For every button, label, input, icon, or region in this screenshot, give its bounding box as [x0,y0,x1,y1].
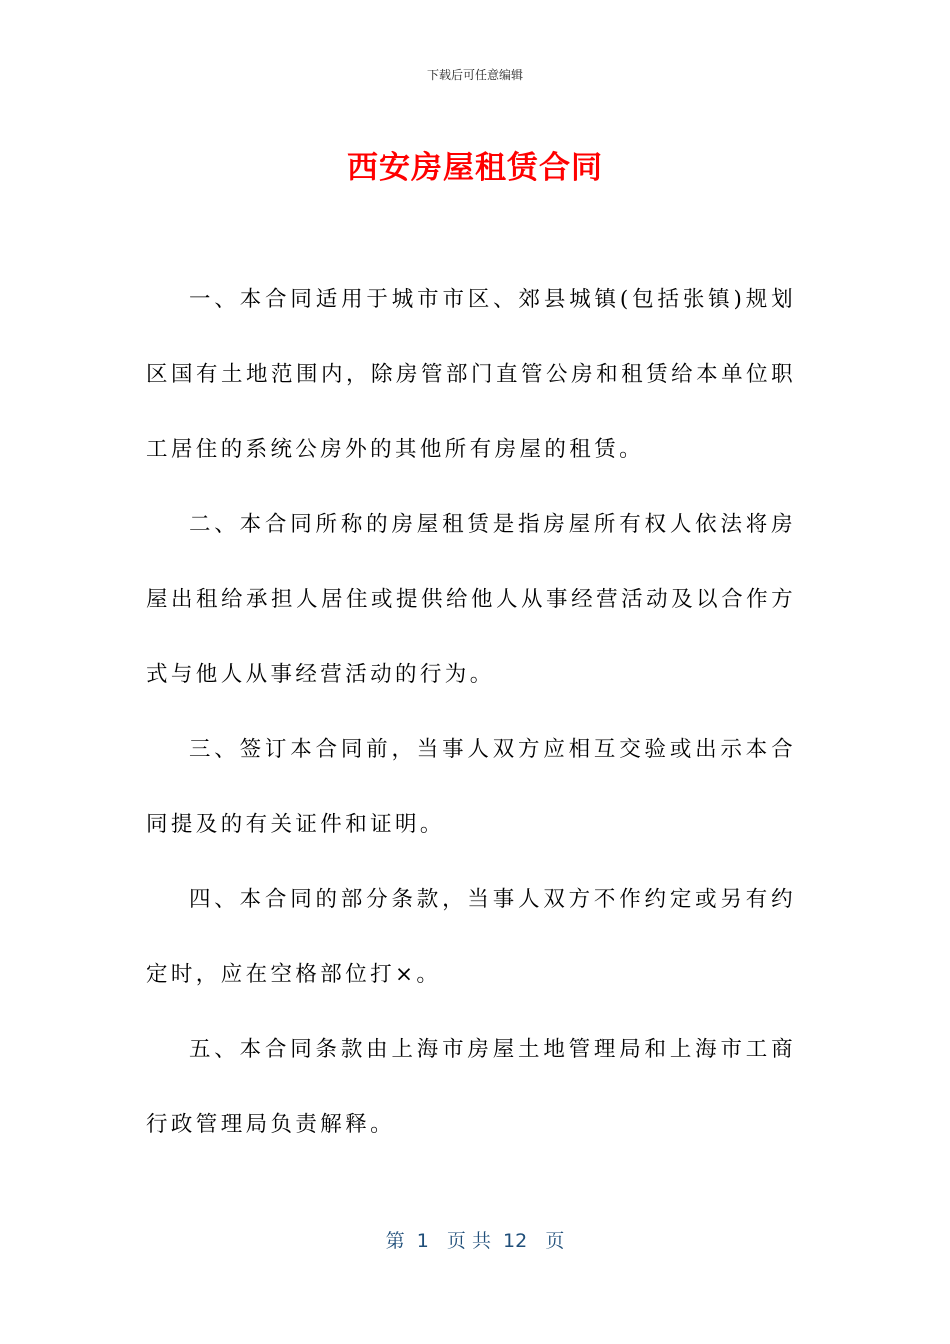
paragraph-5: 五、本合同条款由上海市房屋土地管理局和上海市工商行政管理局负责解释。 [146,1037,796,1137]
paragraph-2: 二、本合同所称的房屋租赁是指房屋所有权人依法将房屋出租给承担人居住或提供给他人从事经营活动及以合作方式与他人从事经营活动的行为。 [146,512,796,687]
paragraph-4: 四、本合同的部分条款，当事人双方不作约定或另有约定时，应在空格部位打×。 [146,887,796,987]
page-number-footer: 第 1 页 共 12 页 [385,1230,565,1252]
paragraph-1: 一、本合同适用于城市市区、郊县城镇(包括张镇)规划区国有土地范围内，除房管部门直管公房和租赁给本单位职工居住的系统公房外的其他所有房屋的租赁。 [146,287,796,462]
header-note: 下载后可任意编辑 [426,68,523,82]
paragraph-3: 三、签订本合同前，当事人双方应相互交验或出示本合同提及的有关证件和证明。 [146,737,796,837]
document-body [146,262,796,1162]
document-title: 西安房屋租赁合同 [347,150,603,186]
